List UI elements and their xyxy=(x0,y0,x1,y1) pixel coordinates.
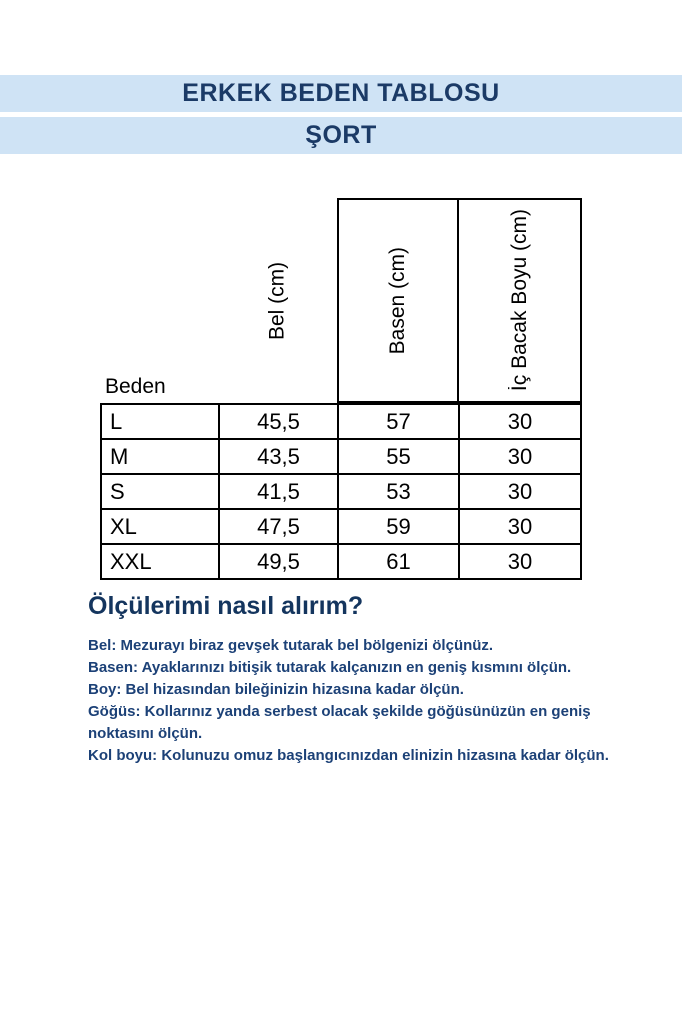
basen-value-cell: 61 xyxy=(339,545,460,580)
ic-bacak-value-cell: 30 xyxy=(460,545,582,580)
table-row xyxy=(102,440,582,475)
page-subtitle: ŞORT xyxy=(305,121,377,149)
page-title: ERKEK BEDEN TABLOSU xyxy=(182,79,500,107)
size-table-body xyxy=(100,403,582,580)
size-cell: XXL xyxy=(102,545,220,580)
table-row xyxy=(102,510,582,545)
basen-value-cell: 59 xyxy=(339,510,460,545)
instruction-line-gogus: Göğüs: Kollarınız yanda serbest olacak şekilde göğüsünüzün en geniş noktasını ölçün. xyxy=(88,703,591,742)
ic-bacak-value-cell: 30 xyxy=(460,405,582,440)
bel-value-cell: 41,5 xyxy=(220,475,339,510)
ic-bacak-value-cell: 30 xyxy=(460,440,582,475)
column-header-beden: Beden xyxy=(105,375,166,398)
ic-bacak-value-cell: 30 xyxy=(460,510,582,545)
basen-value-cell: 57 xyxy=(339,405,460,440)
instruction-line-basen: Basen: Ayaklarınızı bitişik tutarak kalçanızın en geniş kısmını ölçün. xyxy=(88,659,572,676)
table-row xyxy=(102,475,582,510)
instruction-line-boy: Boy: Bel hizasından bileğinizin hizasına kadar ölçün. xyxy=(88,681,464,698)
column-header-bel: Bel (cm) xyxy=(265,261,289,340)
bel-value-cell: 45,5 xyxy=(220,405,339,440)
bel-value-cell: 49,5 xyxy=(220,545,339,580)
main-title-banner xyxy=(0,75,682,112)
ic-bacak-value-cell: 30 xyxy=(460,475,582,510)
subtitle-banner xyxy=(0,117,682,154)
instruction-line-kol-boyu: Kol boyu: Kolunuzu omuz başlangıcınızdan elinizin hizasına kadar ölçün. xyxy=(88,747,609,764)
size-cell: S xyxy=(102,475,220,510)
column-header-ic-bacak-cell xyxy=(459,200,580,401)
measurement-instructions xyxy=(88,592,636,767)
table-row xyxy=(102,545,582,580)
size-table-header xyxy=(100,198,582,403)
column-header-basen: Basen (cm) xyxy=(386,246,409,355)
boxed-header-group xyxy=(337,198,582,403)
bel-value-cell: 47,5 xyxy=(220,510,339,545)
instructions-heading: Ölçülerimi nasıl alırım? xyxy=(88,592,364,620)
column-header-basen-cell xyxy=(339,200,459,401)
instruction-line-bel: Bel: Mezurayı biraz gevşek tutarak bel bölgenizi ölçünüz. xyxy=(88,637,494,654)
size-table xyxy=(100,198,582,580)
basen-value-cell: 53 xyxy=(339,475,460,510)
bel-value-cell: 43,5 xyxy=(220,440,339,475)
size-cell: XL xyxy=(102,510,220,545)
size-cell: M xyxy=(102,440,220,475)
basen-value-cell: 55 xyxy=(339,440,460,475)
column-header-ic-bacak: İç Bacak Boyu (cm) xyxy=(507,209,531,392)
table-row xyxy=(102,405,582,440)
size-cell: L xyxy=(102,405,220,440)
